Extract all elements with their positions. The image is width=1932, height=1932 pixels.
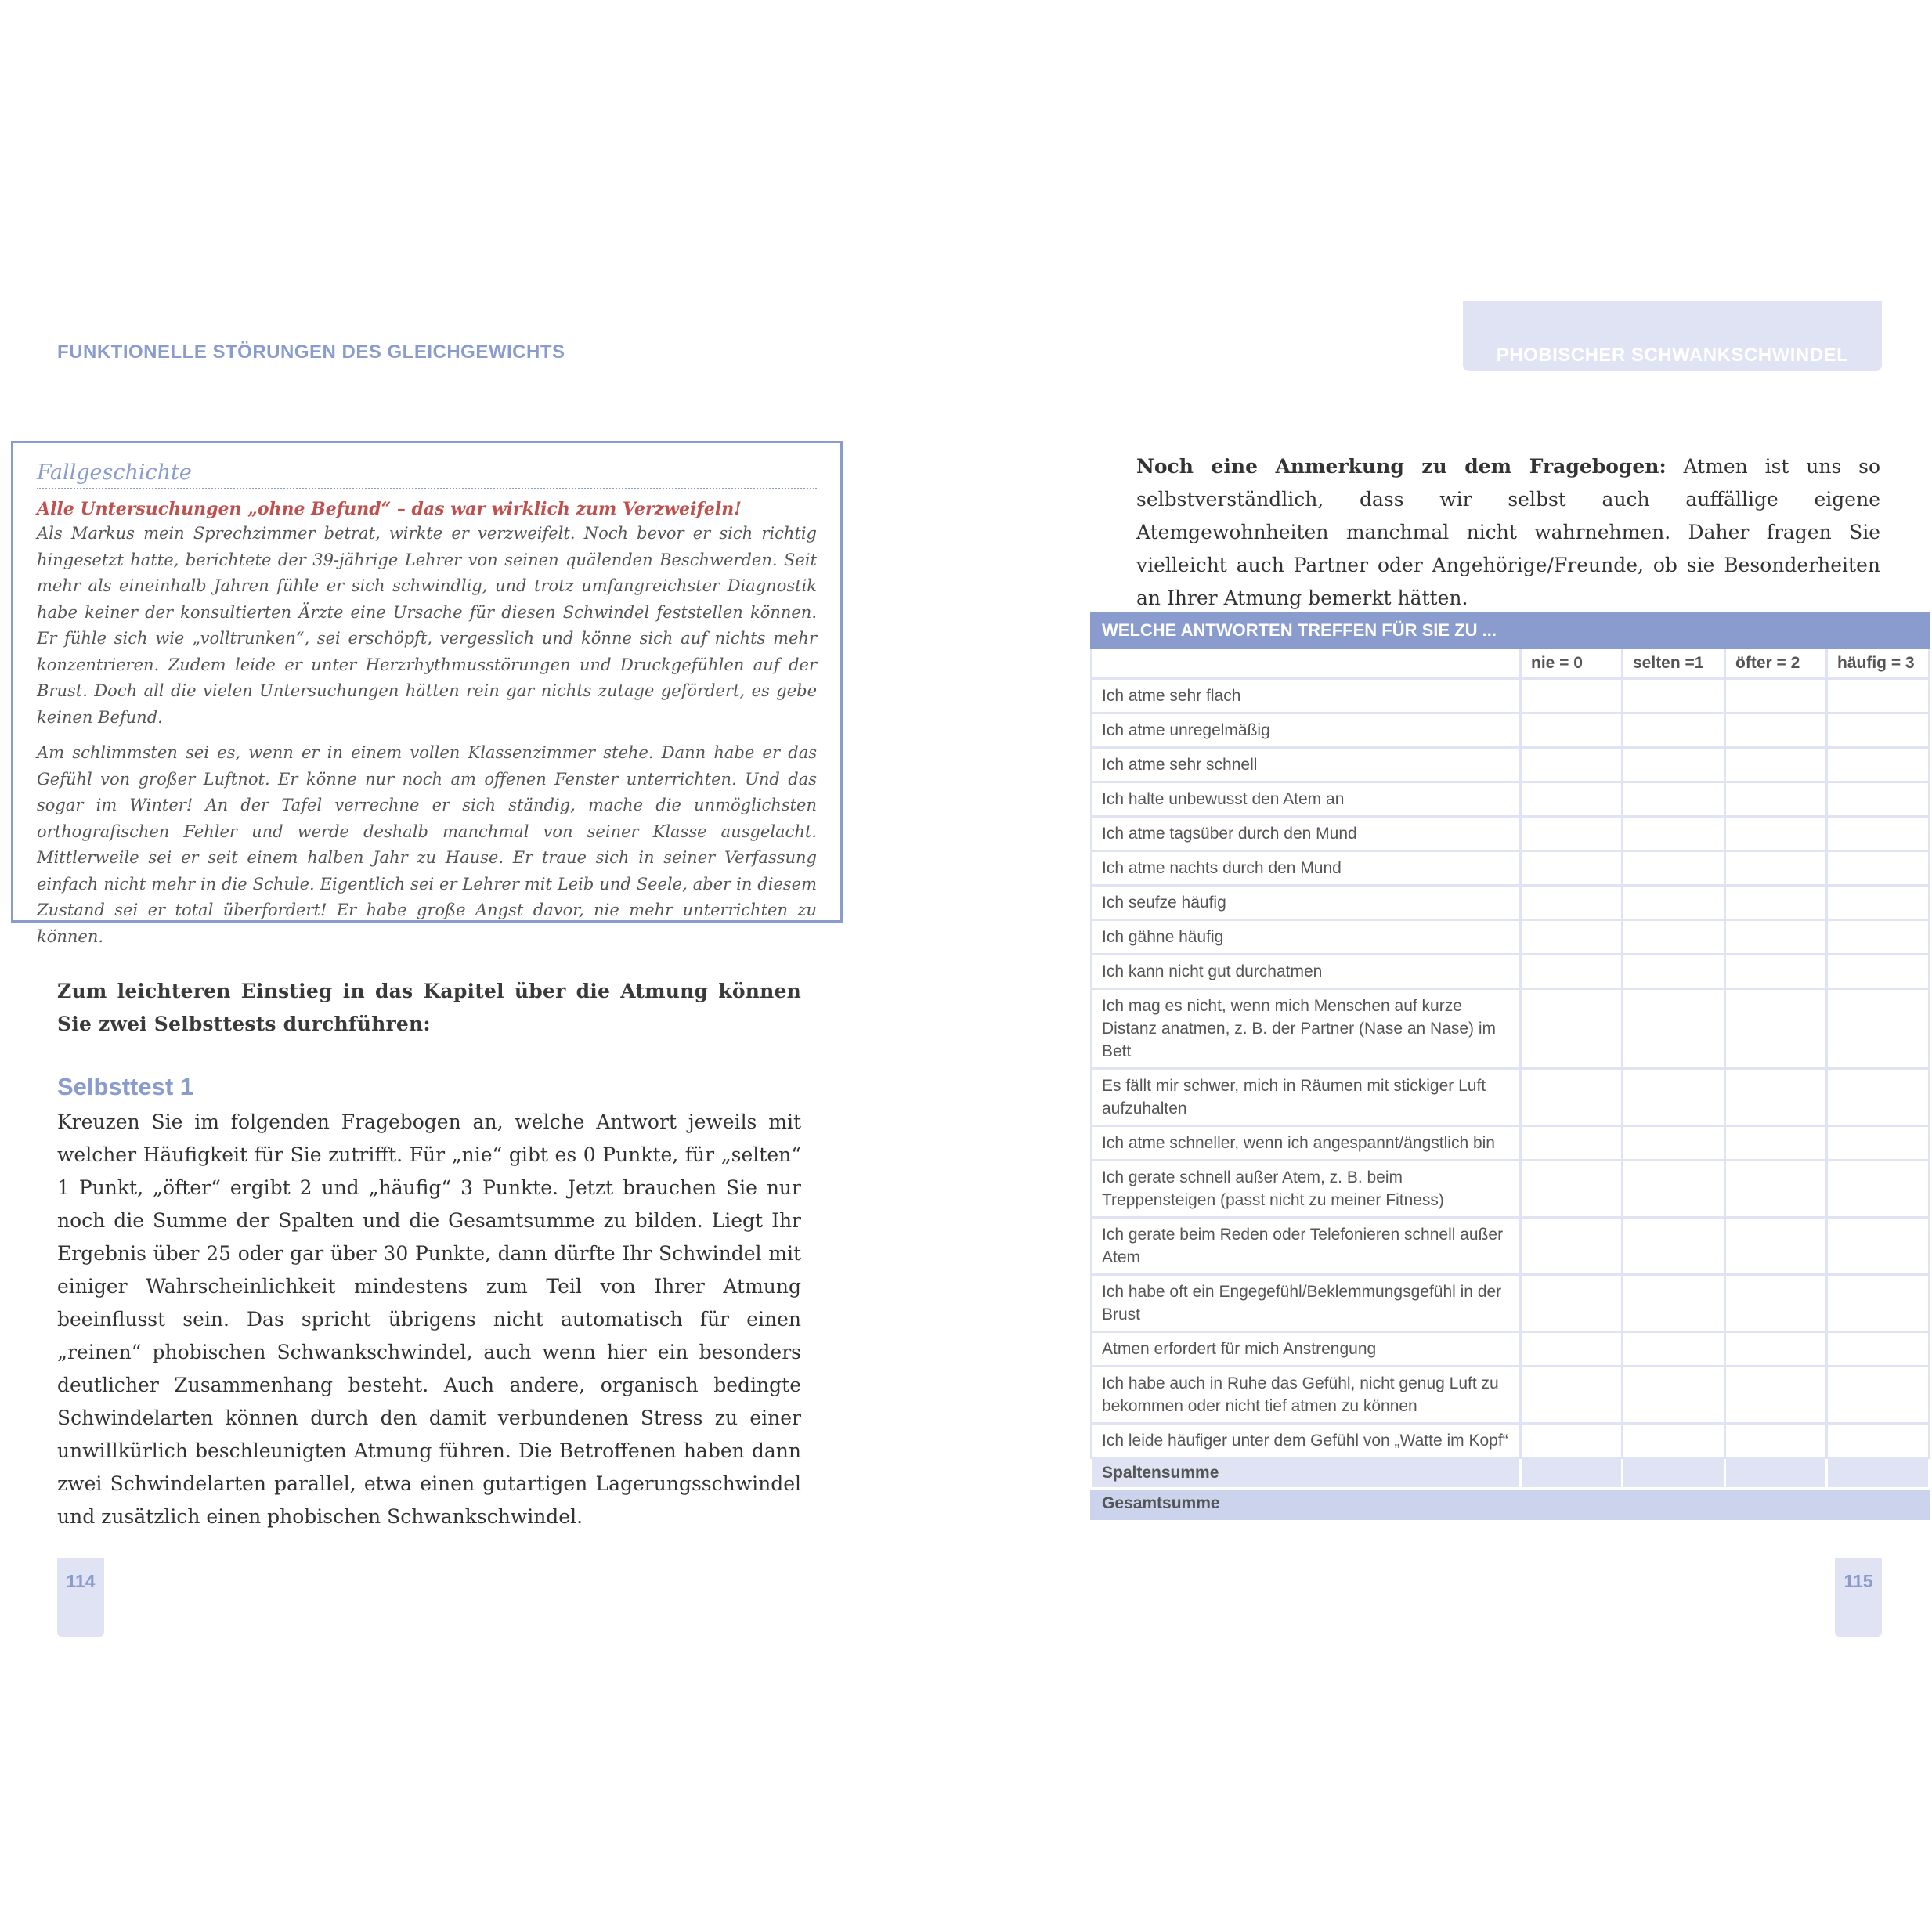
questionnaire-note-lead: Noch eine Anmerkung zu dem Fragebogen: (1136, 455, 1667, 478)
running-head-left: FUNKTIONELLE STÖRUNGEN DES GLEICHGEWICHTS (57, 341, 565, 363)
answer-cell[interactable] (1827, 748, 1930, 782)
answer-cell[interactable] (1623, 851, 1725, 886)
selftest-instructions: Kreuzen Sie im folgenden Fragebogen an, welche Antwort jeweils mit welcher Häufigkeit für Sie zutrifft. Für „nie“ gibt es 0 Punkte, für „selten“ 1 Punkt, „öfter“ ergibt 2 und „häufig“ 3 Punkte. Jetzt brauchen Sie nur noch die Summe der Spalten und die Gesamtsumme zu bilden. Liegt Ihr Ergebnis über 25 oder gar über 30 Punkte, dann dürfte Ihr Schwindel mit einiger Wahrscheinlichkeit mindestens zum Teil von Ihrer Atmung beeinflusst sein. Das spricht übrigens nicht automatisch für einen „reinen“ phobischen Schwankschwindel, auch wenn hier ein besonders deutlicher Zusammenhang besteht. Auch andere, organisch bedingte Schwindelarten können durch den damit verbundenen Stress zu einer unwillkürlich beschleunigten Atmung führen. Die Betroffenen haben dann zwei Schwindelarten parallel, etwa einen gutartigen Lagerungsschwindel und zusätzlich einen phobischen Schwankschwindel. (57, 1110, 801, 1528)
case-story-paragraph-2: Am schlimmsten sei es, wenn er in einem vollen Klassenzimmer stehe. Dann habe er das Gefühl von großer Luftnot. Er könne nur noch am offenen Fenster unterrichten. Und das sogar im Winter! An der Tafel verrechne er sich ständig, mache die unmöglichsten orthografischen Fehler und werde deshalb manchmal von seiner Klasse ausgelacht. Mittlerweile sei er seit einem halben Jahr zu Hause. Er traue sich in seiner Verfassung einfach nicht mehr in die Schule. Eigentlich sei er Lehrer mit Leib und Seele, aber in diesem Zustand sei er total überfordert! Er habe große Angst davor, nie mehr unterrichten zu können. (37, 743, 817, 946)
answer-cell[interactable] (1827, 817, 1930, 851)
table-row (1092, 1332, 1930, 1367)
question-label: Ich gerate schnell außer Atem, z. B. beim Treppensteigen (passt nicht zu meiner Fitness) (1092, 1161, 1521, 1218)
answer-cell[interactable] (1827, 886, 1930, 920)
answer-cell[interactable] (1827, 1218, 1930, 1275)
answer-cell[interactable] (1827, 851, 1930, 886)
total-sum-row (1092, 1489, 1930, 1519)
column-header-oefter: öfter = 2 (1725, 648, 1827, 679)
questionnaire-note-text: Atmen ist uns so selbstverständlich, dass wir selbst auch auffällige eigene Atemgewohnheiten manchmal nicht wahrnehmen. Daher fragen Sie vielleicht auch Partner oder Angehörige/Freunde, ob sie Besonderheiten an Ihrer Atmung bemerkt hätten. (1136, 455, 1880, 609)
table-row (1092, 1275, 1930, 1332)
question-label: Ich kann nicht gut durchatmen (1092, 955, 1521, 989)
answer-cell[interactable] (1827, 782, 1930, 817)
answer-cell[interactable] (1725, 920, 1827, 955)
table-row (1092, 920, 1930, 955)
column-sum-cell[interactable] (1827, 1458, 1930, 1489)
answer-cell[interactable] (1521, 1275, 1623, 1332)
column-header-selten: selten =1 (1623, 648, 1725, 679)
answer-cell[interactable] (1827, 989, 1930, 1069)
answer-cell[interactable] (1521, 1126, 1623, 1161)
question-label: Atmen erfordert für mich Anstrengung (1092, 1332, 1521, 1367)
column-sum-row (1092, 1458, 1930, 1489)
table-title-row (1092, 613, 1930, 648)
answer-cell[interactable] (1623, 1275, 1725, 1332)
answer-cell[interactable] (1725, 989, 1827, 1069)
answer-cell[interactable] (1725, 1424, 1827, 1458)
answer-cell[interactable] (1521, 1218, 1623, 1275)
answer-cell[interactable] (1725, 1126, 1827, 1161)
case-story-title: Fallgeschichte (37, 460, 817, 489)
answer-cell[interactable] (1623, 679, 1725, 713)
table-row (1092, 1069, 1930, 1126)
table-row (1092, 713, 1930, 748)
answer-cell[interactable] (1521, 782, 1623, 817)
answer-cell[interactable] (1521, 886, 1623, 920)
answer-cell[interactable] (1521, 989, 1623, 1069)
column-sum-cell[interactable] (1623, 1458, 1725, 1489)
answer-cell[interactable] (1521, 679, 1623, 713)
answer-cell[interactable] (1725, 851, 1827, 886)
table-row (1092, 1126, 1930, 1161)
page-number-tab-right (1835, 1558, 1882, 1637)
question-label: Ich leide häufiger unter dem Gefühl von „Watte im Kopf“ (1092, 1424, 1521, 1458)
column-header-nie: nie = 0 (1521, 648, 1623, 679)
answer-cell[interactable] (1827, 1275, 1930, 1332)
question-label: Ich halte unbewusst den Atem an (1092, 782, 1521, 817)
answer-cell[interactable] (1827, 1126, 1930, 1161)
answer-cell[interactable] (1521, 713, 1623, 748)
answer-cell[interactable] (1827, 920, 1930, 955)
question-label: Ich seufze häufig (1092, 886, 1521, 920)
answer-cell[interactable] (1623, 1218, 1725, 1275)
answer-cell[interactable] (1521, 817, 1623, 851)
page-number-left: 114 (66, 1571, 96, 1591)
answer-cell[interactable] (1827, 1424, 1930, 1458)
answer-cell[interactable] (1725, 1069, 1827, 1126)
question-label: Ich mag es nicht, wenn mich Menschen auf kurze Distanz anatmen, z. B. der Partner (Nase an Nase) im Bett (1092, 989, 1521, 1069)
answer-cell[interactable] (1725, 1367, 1827, 1424)
table-row (1092, 886, 1930, 920)
answer-cell[interactable] (1725, 1218, 1827, 1275)
table-title: WELCHE ANTWORTEN TREFFEN FÜR SIE ZU ... (1092, 613, 1930, 648)
running-head-right: PHOBISCHER SCHWANKSCHWINDEL (1496, 345, 1849, 366)
question-label: Ich atme unregelmäßig (1092, 713, 1521, 748)
answer-cell[interactable] (1725, 679, 1827, 713)
question-label: Ich atme tagsüber durch den Mund (1092, 817, 1521, 851)
answer-cell[interactable] (1623, 817, 1725, 851)
answer-cell[interactable] (1623, 713, 1725, 748)
answer-cell[interactable] (1827, 679, 1930, 713)
table-row (1092, 1218, 1930, 1275)
answer-cell[interactable] (1521, 851, 1623, 886)
table-row (1092, 817, 1930, 851)
section-heading: Selbsttest 1 (57, 1073, 194, 1100)
answer-cell[interactable] (1725, 713, 1827, 748)
answer-cell[interactable] (1827, 1367, 1930, 1424)
question-label: Ich habe auch in Ruhe das Gefühl, nicht genug Luft zu bekommen oder nicht tief atmen zu können (1092, 1367, 1521, 1424)
case-story-subtitle: Alle Untersuchungen „ohne Befund“ – das war wirklich zum Verzweifeln! (37, 499, 742, 519)
answer-cell[interactable] (1827, 713, 1930, 748)
answer-cell[interactable] (1521, 920, 1623, 955)
case-story-box (11, 441, 843, 946)
answer-cell[interactable] (1623, 1367, 1725, 1424)
page-number-right: 115 (1844, 1571, 1873, 1591)
table-row (1092, 1424, 1930, 1458)
answer-cell[interactable] (1521, 1161, 1623, 1218)
answer-cell[interactable] (1725, 1332, 1827, 1367)
answer-cell[interactable] (1521, 1367, 1623, 1424)
answer-cell[interactable] (1827, 955, 1930, 989)
answer-cell[interactable] (1827, 1332, 1930, 1367)
answer-cell[interactable] (1521, 1069, 1623, 1126)
answer-cell[interactable] (1521, 1424, 1623, 1458)
answer-cell[interactable] (1725, 782, 1827, 817)
question-label: Ich atme sehr flach (1092, 679, 1521, 713)
table-row (1092, 1367, 1930, 1424)
question-label: Ich gerate beim Reden oder Telefonieren schnell außer Atem (1092, 1218, 1521, 1275)
table-row (1092, 1161, 1930, 1218)
question-label: Ich habe oft ein Engegefühl/Beklemmungsgefühl in der Brust (1092, 1275, 1521, 1332)
column-header-empty (1092, 648, 1521, 679)
answer-cell[interactable] (1725, 748, 1827, 782)
answer-cell[interactable] (1623, 1332, 1725, 1367)
answer-cell[interactable] (1521, 955, 1623, 989)
table-row (1092, 679, 1930, 713)
answer-cell[interactable] (1623, 782, 1725, 817)
answer-cell[interactable] (1725, 1275, 1827, 1332)
answer-cell[interactable] (1725, 817, 1827, 851)
question-label: Ich atme sehr schnell (1092, 748, 1521, 782)
table-row (1092, 748, 1930, 782)
answer-cell[interactable] (1827, 1069, 1930, 1126)
table-row (1092, 955, 1930, 989)
table-row (1092, 989, 1930, 1069)
answer-cell[interactable] (1725, 955, 1827, 989)
answer-cell[interactable] (1623, 955, 1725, 989)
answer-cell[interactable] (1623, 748, 1725, 782)
column-sum-cell[interactable] (1521, 1458, 1623, 1489)
question-label: Es fällt mir schwer, mich in Räumen mit stickiger Luft aufzuhalten (1092, 1069, 1521, 1126)
question-label: Ich gähne häufig (1092, 920, 1521, 955)
answer-cell[interactable] (1521, 1332, 1623, 1367)
answer-cell[interactable] (1827, 1161, 1930, 1218)
answer-cell[interactable] (1623, 886, 1725, 920)
answer-cell[interactable] (1623, 1126, 1725, 1161)
answer-cell[interactable] (1725, 886, 1827, 920)
answer-cell[interactable] (1725, 1161, 1827, 1218)
breathing-questionnaire (1090, 612, 1930, 1520)
column-header-haeufig: häufig = 3 (1827, 648, 1930, 679)
answer-cell[interactable] (1623, 1069, 1725, 1126)
table-row (1092, 782, 1930, 817)
answer-cell[interactable] (1623, 989, 1725, 1069)
table-column-header-row (1092, 648, 1930, 679)
answer-cell[interactable] (1623, 1161, 1725, 1218)
table-row (1092, 851, 1930, 886)
case-story-paragraph-1: Als Markus mein Sprechzimmer betrat, wirkte er verzweifelt. Noch bevor er sich richtig hingesetzt hatte, berichtete der 39-jährige Lehrer von seinen quälenden Beschwerden. Seit mehr als eineinhalb Jahren fühle er sich schwindlig, und trotz umfangreichster Diagnostik habe keiner der konsultierten Ärzte eine Ursache für diesen Schwindel feststellen können. Er fühle sich wie „volltrunken“, sei erschöpft, vergesslich und könne sich auf nichts mehr konzentrieren. Zudem leide er unter Herzrhythmusstörungen und Druckgefühlen auf der Brust. Doch all die vielen Untersuchungen hätten rein gar nichts zutage gefördert, es gebe keinen Befund. (37, 524, 817, 727)
answer-cell[interactable] (1521, 748, 1623, 782)
answer-cell[interactable] (1623, 920, 1725, 955)
question-label: Ich atme schneller, wenn ich angespannt/ängstlich bin (1092, 1126, 1521, 1161)
questionnaire-note (1136, 450, 1880, 615)
question-label: Ich atme nachts durch den Mund (1092, 851, 1521, 886)
column-sum-label: Spaltensumme (1092, 1458, 1521, 1489)
total-sum-label: Gesamtsumme (1092, 1489, 1930, 1519)
page-number-tab-left (57, 1558, 104, 1637)
chapter-intro: Zum leichteren Einstieg in das Kapitel über die Atmung können Sie zwei Selbsttests durchführen: (57, 980, 801, 1035)
answer-cell[interactable] (1623, 1424, 1725, 1458)
column-sum-cell[interactable] (1725, 1458, 1827, 1489)
